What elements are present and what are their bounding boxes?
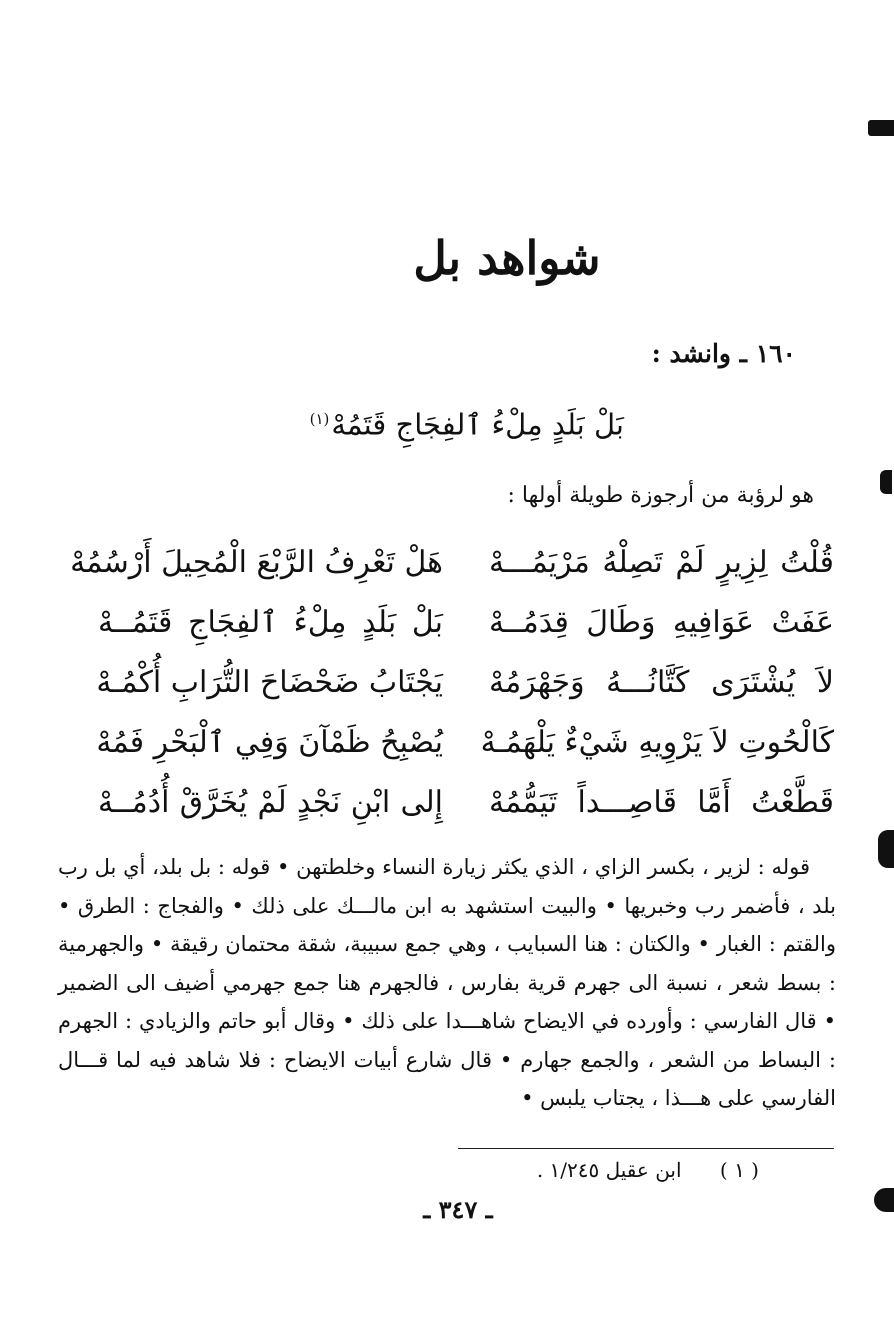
quoted-verse bbox=[310, 398, 624, 446]
verse-first-hemistich: قُلْتُ لِزِيرٍ لَمْ تَصِلْهُ مَرْيَمُـــهْ bbox=[489, 544, 834, 580]
verse-first-hemistich: عَفَتْ عَوَافِيهِ وَطَالَ قِدَمُــهْ bbox=[489, 604, 834, 640]
verse-row bbox=[98, 592, 834, 652]
scan-edge-mark bbox=[878, 830, 894, 868]
verse-second-hemistich: هَلْ تَعْرِفُ الرَّبْعَ الْمُحِيلَ أَرْسُمُهْ bbox=[70, 544, 443, 580]
intro-text: هو لرؤبة من أرجوزة طويلة أولها : bbox=[507, 483, 814, 508]
scan-edge-mark bbox=[880, 470, 892, 494]
commentary-paragraph: قوله : لزير ، بكسر الزاي ، الذي يكثر زيارة النساء وخلطتهن • قوله : بل بلد، أي بل رب بلد ، فأضمر رب وخبريها • والبيت استشهد به ابن مالـــك على ذلك • والفجاج : الطرق • والقتم : الغبار • والكتان : هنا السبايب ، وهي جمع سبيبة، شقة محتمان رقيقة • والجهرمية : بسط شعر ، نسبة الى جهرم قرية بفارس ، فالجهرم هنا جمع جهرمي أضيف الى الضمير • قال الفارسي : وأورده في الايضاح شاهـــدا على ذلك • وقال أبو حاتم والزيادي : الجهرم : البساط من الشعر ، والجمع جهارم • قال شارع أبيات الايضاح : فلا شاهد فيه لما قـــال الفارسي على هـــذا ، يجتاب يلبس • bbox=[58, 855, 836, 1110]
footnote-divider bbox=[458, 1148, 834, 1149]
verse-row bbox=[98, 652, 834, 712]
chapter-title: شواهد بل bbox=[413, 231, 601, 285]
verse-row bbox=[98, 772, 834, 832]
footnote-marker: ( ١ ) bbox=[719, 1158, 759, 1182]
verse-block bbox=[70, 532, 834, 832]
verse-first-hemistich: قَطَّعْتُ أَمَّا قَاصِـــداً تَيَمُّمُهْ bbox=[489, 784, 834, 820]
commentary bbox=[58, 848, 836, 1118]
verse-second-hemistich: يُصْبِحُ ظَمْآنَ وَفِي ٱلْبَحْرِ فَمُهْ bbox=[96, 724, 443, 760]
footnote-text: ابن عقيل ١/٢٤٥ . bbox=[536, 1158, 682, 1182]
scan-edge-mark bbox=[868, 120, 894, 136]
verse-row bbox=[98, 712, 834, 772]
page-number: ـ ٣٤٧ ـ bbox=[423, 1195, 493, 1224]
verse-second-hemistich: يَجْتَابُ ضَحْضَاحَ التُّرَابِ أُكْمُـهْ bbox=[96, 664, 443, 700]
verse-first-hemistich: لاَ يُشْتَرَى كَتَّانُـــهُ وَجَهْرَمُهْ bbox=[489, 664, 834, 700]
entry-label: ١٦٠ ـ وانشد : bbox=[651, 339, 796, 368]
verse-first-hemistich: كَالْحُوتِ لاَ يَرْوِيهِ شَيْءٌ يَلْهَمُـهْ bbox=[480, 724, 834, 760]
footnote-reference: (١) bbox=[309, 410, 330, 428]
verse-second-hemistich: إِلى ابْنِ نَجْدٍ لَمْ يُخَرَّقْ أُدُمُــهْ bbox=[98, 784, 443, 820]
verse-row bbox=[70, 532, 834, 592]
quoted-verse-text: بَلْ بَلَدٍ مِلْءُ ٱلفِجَاجِ قَتَمُهْ bbox=[331, 407, 624, 442]
scan-edge-mark bbox=[874, 1188, 894, 1212]
verse-second-hemistich: بَلْ بَلَدٍ مِلْءُ ٱلفِجَاجِ قَتَمُــهْ bbox=[98, 604, 443, 640]
footnote bbox=[537, 1155, 759, 1185]
